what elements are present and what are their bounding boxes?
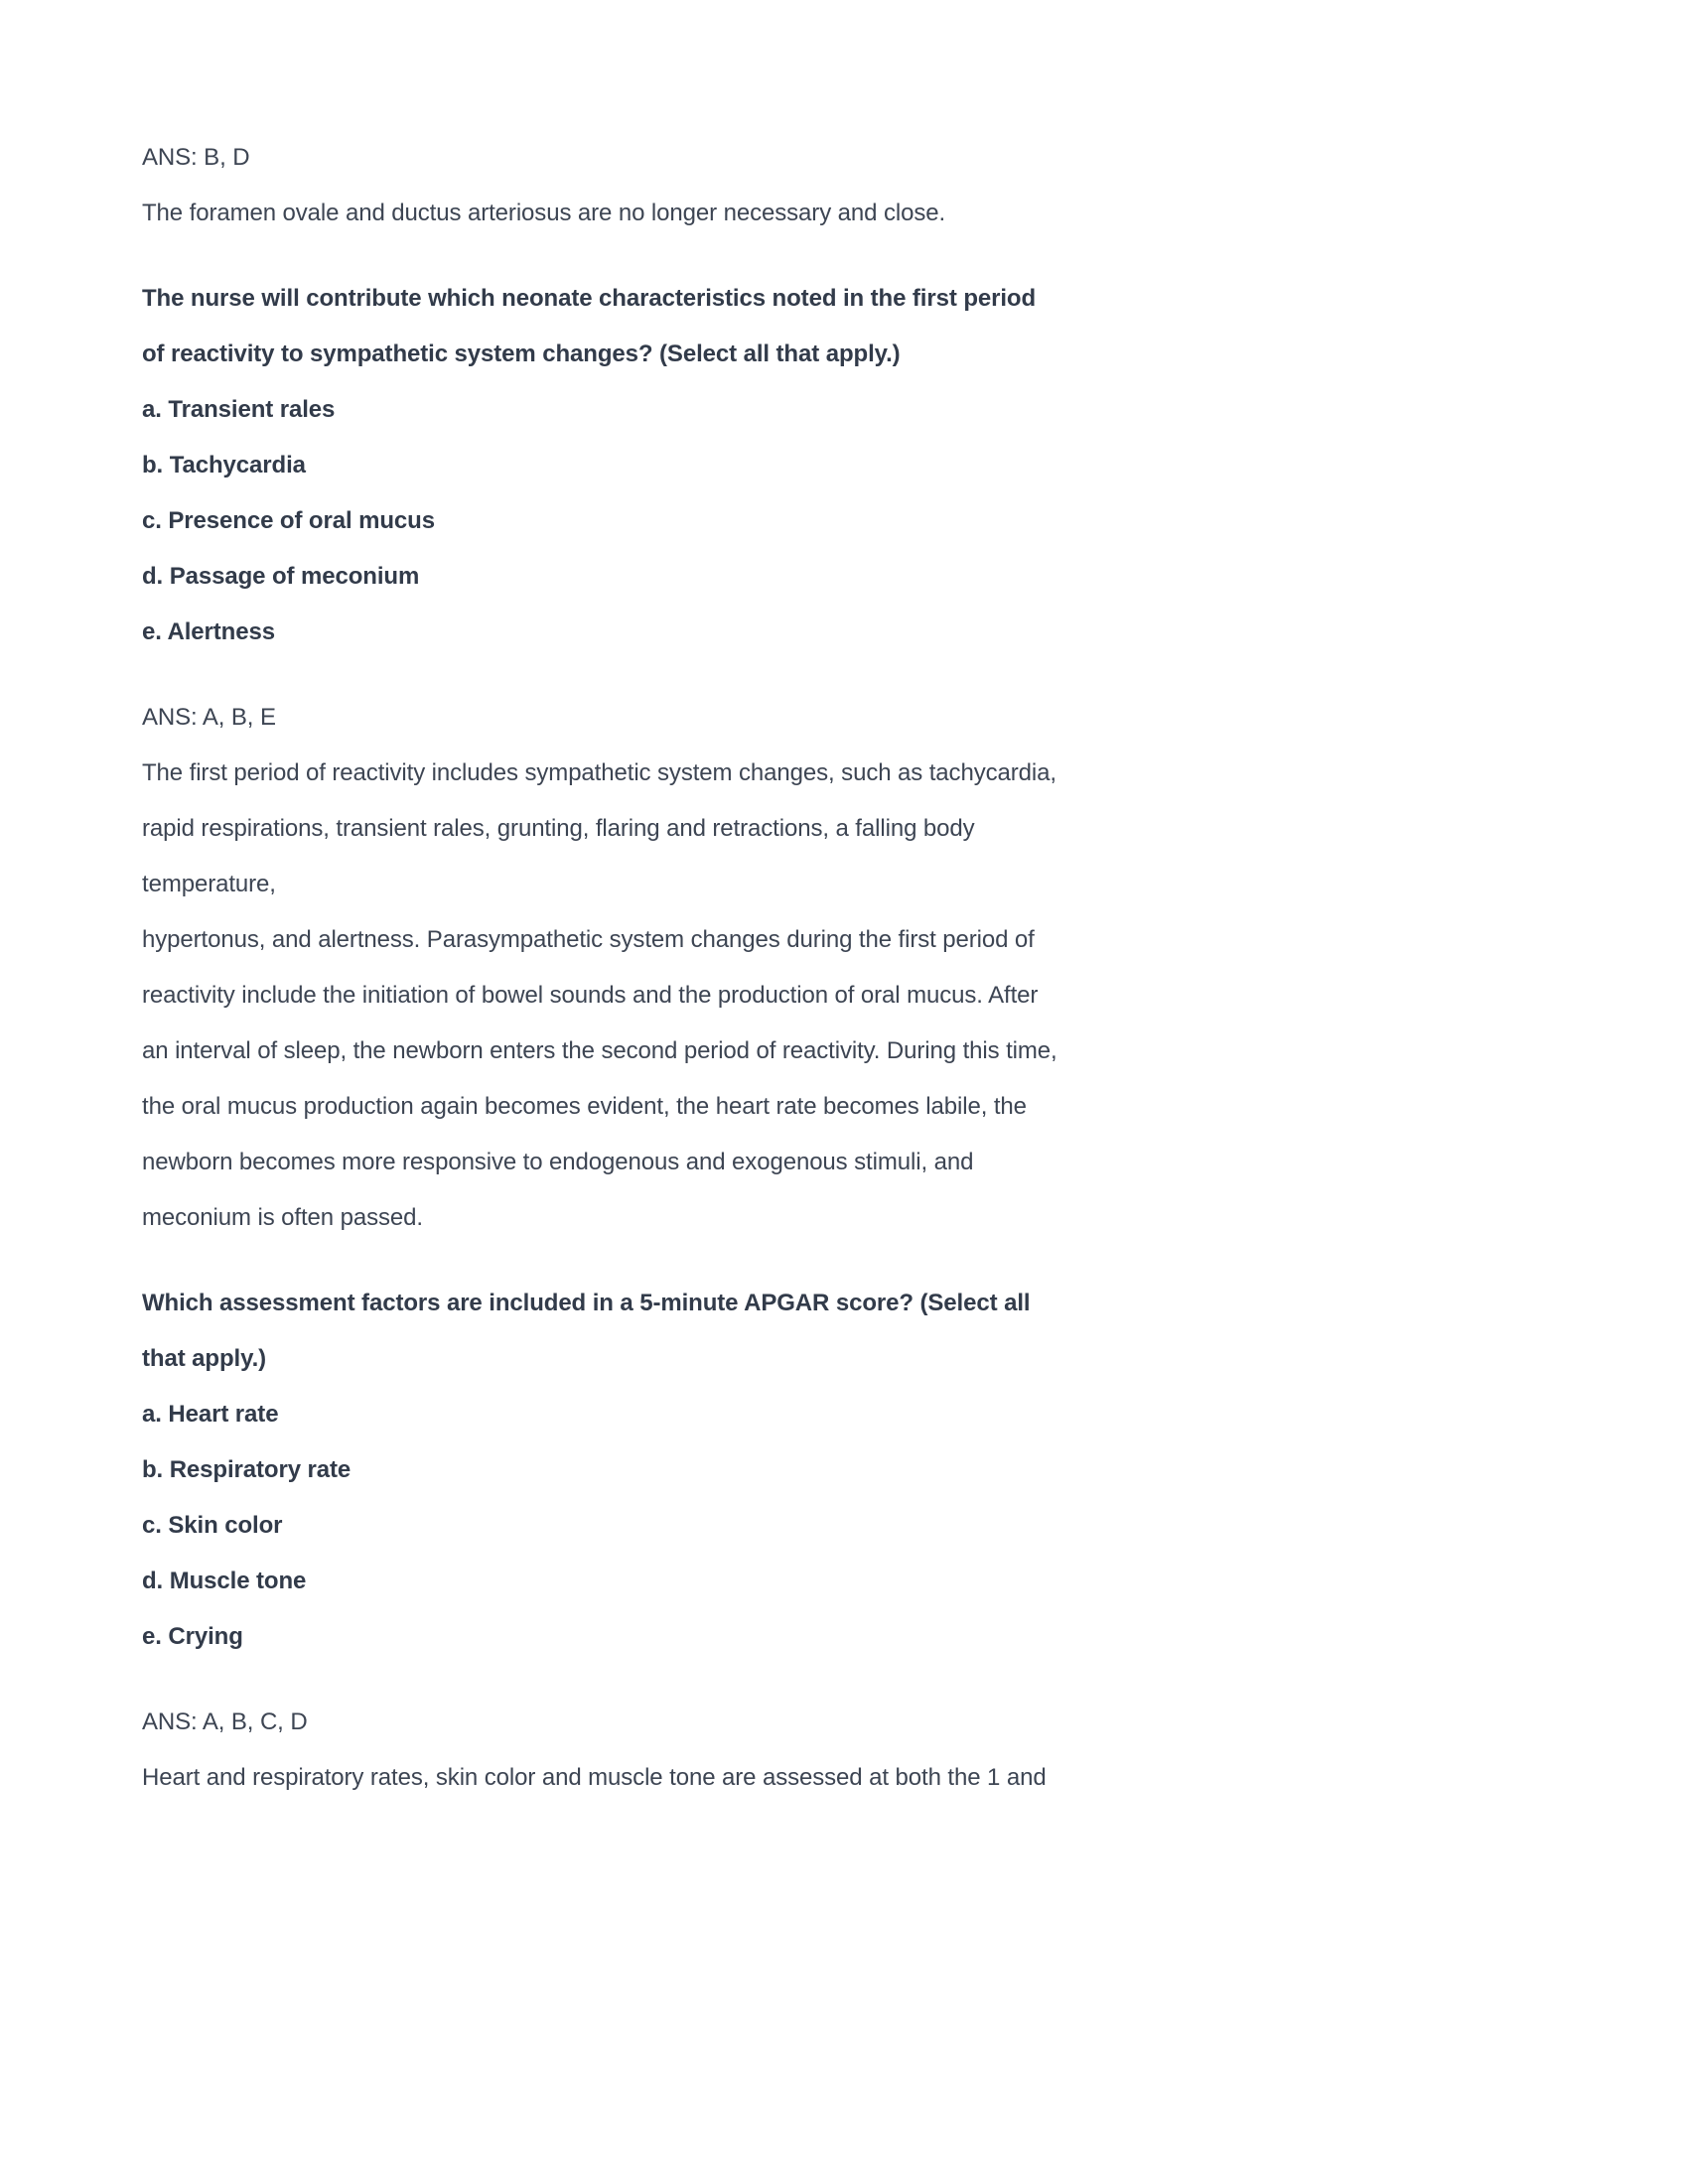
answer-rationale [142,1750,1569,1806]
text-line: newborn becomes more responsive to endogenous and exogenous stimuli, and [142,1149,974,1175]
text-line: a. Transient rales [142,396,336,423]
question-options [142,382,1569,660]
answer-block-1 [142,130,1569,241]
text-line: Which assessment factors are included in a 5-minute APGAR score? (Select all [142,1290,1031,1316]
text-line: d. Passage of meconium [142,563,420,590]
answer-block-2 [142,690,1569,1246]
text-line: b. Tachycardia [142,452,306,478]
text-line: rapid respirations, transient rales, grunting, flaring and retractions, a falling body [142,815,975,842]
text-line: hypertonus, and alertness. Parasympathetic system changes during the first period of [142,926,1035,953]
text-line: that apply.) [142,1345,267,1372]
answer-rationale [142,186,1569,241]
answer-block-3 [142,1695,1569,1806]
text-line: d. Muscle tone [142,1568,307,1594]
text-line: temperature, [142,871,276,897]
text-line: a. Heart rate [142,1401,279,1428]
question-block-2 [142,1276,1569,1665]
answer-label: ANS: A, B, E [142,704,276,731]
text-line: c. Presence of oral mucus [142,507,435,534]
text-line: b. Respiratory rate [142,1456,352,1483]
answer-label: ANS: B, D [142,144,250,171]
question-options [142,1387,1569,1665]
text-line: reactivity include the initiation of bowel sounds and the production of oral mucus. After [142,982,1039,1009]
text-line: e. Crying [142,1623,243,1650]
text-line: The foramen ovale and ductus arteriosus are no longer necessary and close. [142,200,946,226]
text-line: meconium is often passed. [142,1204,423,1231]
question-stem [142,1276,1569,1387]
text-line: the oral mucus production again becomes evident, the heart rate becomes labile, the [142,1093,1027,1120]
answer-label: ANS: A, B, C, D [142,1708,308,1735]
text-line: Heart and respiratory rates, skin color and muscle tone are assessed at both the 1 and [142,1764,1047,1791]
text-line: c. Skin color [142,1512,283,1539]
answer-rationale [142,746,1569,1246]
text-line: The first period of reactivity includes sympathetic system changes, such as tachycardia, [142,759,1056,786]
question-stem [142,271,1569,382]
question-block-1 [142,271,1569,660]
text-line: an interval of sleep, the newborn enters the second period of reactivity. During this time, [142,1037,1057,1064]
text-line: e. Alertness [142,618,275,645]
text-line: The nurse will contribute which neonate characteristics noted in the first period [142,285,1037,312]
text-line: of reactivity to sympathetic system changes? (Select all that apply.) [142,341,901,367]
